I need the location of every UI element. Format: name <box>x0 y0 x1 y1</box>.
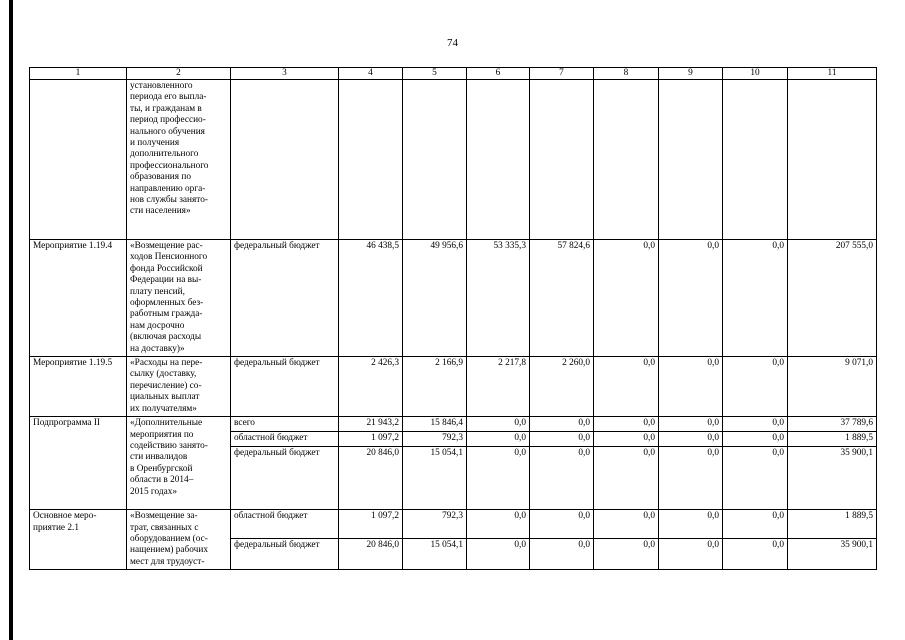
source-cell: областной бюджет <box>231 432 339 447</box>
table-row <box>30 80 877 240</box>
column-header: 2 <box>127 68 231 80</box>
value-cell: 0,0 <box>723 510 788 539</box>
value-cell: 20 846,0 <box>339 447 403 510</box>
value-cell: 0,0 <box>467 539 530 570</box>
value-cell: 0,0 <box>723 240 788 357</box>
value-cell: 0,0 <box>659 447 723 510</box>
value-cell <box>467 80 530 240</box>
value-cell: 0,0 <box>659 510 723 539</box>
column-header: 6 <box>467 68 530 80</box>
value-cell: 20 846,0 <box>339 539 403 570</box>
page-number: 74 <box>447 37 458 49</box>
value-cell: 0,0 <box>659 240 723 357</box>
value-cell: 2 426,3 <box>339 357 403 417</box>
source-cell <box>231 80 339 240</box>
value-cell: 57 824,6 <box>530 240 594 357</box>
source-cell: федеральный бюджет <box>231 447 339 510</box>
value-cell: 0,0 <box>530 539 594 570</box>
column-number-header <box>30 68 877 80</box>
value-cell: 0,0 <box>594 539 659 570</box>
value-cell: 0,0 <box>723 357 788 417</box>
column-header: 7 <box>530 68 594 80</box>
description-cell: «Возмещение рас- ходов Пенсионного фонда Российской Федерации на вы- плату пенсий, оформленных без- работным гражда- нам досрочно (включая расходы на доставку)» <box>127 240 231 357</box>
total-cell: 1 889,5 <box>788 510 877 539</box>
item-cell: Подпрограмма II <box>30 417 127 510</box>
value-cell: 0,0 <box>467 432 530 447</box>
value-cell: 0,0 <box>594 357 659 417</box>
page-left-border <box>9 0 13 640</box>
value-cell: 0,0 <box>723 539 788 570</box>
value-cell: 792,3 <box>403 510 467 539</box>
total-cell: 1 889,5 <box>788 432 877 447</box>
total-cell: 207 555,0 <box>788 240 877 357</box>
table-row <box>30 510 877 539</box>
value-cell: 2 260,0 <box>530 357 594 417</box>
source-cell: федеральный бюджет <box>231 240 339 357</box>
source-cell: областной бюджет <box>231 510 339 539</box>
value-cell: 0,0 <box>467 417 530 432</box>
item-cell <box>30 80 127 240</box>
value-cell: 0,0 <box>467 510 530 539</box>
item-cell: Основное меро- приятие 2.1 <box>30 510 127 570</box>
column-header: 10 <box>723 68 788 80</box>
value-cell: 2 166,9 <box>403 357 467 417</box>
value-cell <box>403 80 467 240</box>
value-cell: 0,0 <box>594 447 659 510</box>
value-cell: 0,0 <box>723 447 788 510</box>
value-cell: 0,0 <box>723 432 788 447</box>
value-cell: 0,0 <box>530 510 594 539</box>
column-header: 1 <box>30 68 127 80</box>
value-cell <box>723 80 788 240</box>
value-cell: 15 054,1 <box>403 539 467 570</box>
budget-table <box>29 67 877 570</box>
item-cell: Мероприятие 1.19.5 <box>30 357 127 417</box>
source-cell: федеральный бюджет <box>231 539 339 570</box>
value-cell: 49 956,6 <box>403 240 467 357</box>
description-cell: установленного периода его выпла- ты, и гражданам в период профессио- нального обучения и получения дополнительного профессионального образования по направлению орга- нов службы занято- сти населения» <box>127 80 231 240</box>
value-cell: 2 217,8 <box>467 357 530 417</box>
column-header: 3 <box>231 68 339 80</box>
value-cell: 15 054,1 <box>403 447 467 510</box>
value-cell: 792,3 <box>403 432 467 447</box>
source-cell: федеральный бюджет <box>231 357 339 417</box>
table-row <box>30 240 877 357</box>
value-cell: 0,0 <box>723 417 788 432</box>
value-cell <box>530 80 594 240</box>
value-cell: 0,0 <box>530 447 594 510</box>
value-cell <box>339 80 403 240</box>
value-cell: 0,0 <box>594 417 659 432</box>
value-cell: 0,0 <box>659 357 723 417</box>
description-cell: «Возмещение за- трат, связанных с оборудованием (ос- нащением) рабочих мест для трудоуст- <box>127 510 231 570</box>
item-cell: Мероприятие 1.19.4 <box>30 240 127 357</box>
value-cell: 15 846,4 <box>403 417 467 432</box>
total-cell: 35 900,1 <box>788 539 877 570</box>
value-cell: 0,0 <box>594 510 659 539</box>
value-cell <box>594 80 659 240</box>
value-cell: 0,0 <box>594 432 659 447</box>
table-row <box>30 417 877 432</box>
description-cell: «Расходы на пере- сылку (доставку, перечисление) со- циальных выплат их получателям» <box>127 357 231 417</box>
value-cell: 0,0 <box>659 539 723 570</box>
value-cell: 53 335,3 <box>467 240 530 357</box>
source-cell: всего <box>231 417 339 432</box>
description-cell: «Дополнительные мероприятия по содействию занято- сти инвалидов в Оренбургской области в 2014– 2015 годах» <box>127 417 231 510</box>
column-header: 9 <box>659 68 723 80</box>
column-header: 11 <box>788 68 877 80</box>
column-header: 4 <box>339 68 403 80</box>
table-row <box>30 357 877 417</box>
value-cell: 0,0 <box>659 417 723 432</box>
value-cell: 21 943,2 <box>339 417 403 432</box>
value-cell: 46 438,5 <box>339 240 403 357</box>
value-cell: 1 097,2 <box>339 510 403 539</box>
total-cell: 9 071,0 <box>788 357 877 417</box>
value-cell: 0,0 <box>530 417 594 432</box>
value-cell: 0,0 <box>467 447 530 510</box>
value-cell: 0,0 <box>530 432 594 447</box>
total-cell: 35 900,1 <box>788 447 877 510</box>
value-cell <box>788 80 877 240</box>
value-cell: 1 097,2 <box>339 432 403 447</box>
value-cell <box>659 80 723 240</box>
total-cell: 37 789,6 <box>788 417 877 432</box>
value-cell: 0,0 <box>594 240 659 357</box>
column-header: 8 <box>594 68 659 80</box>
column-header: 5 <box>403 68 467 80</box>
value-cell: 0,0 <box>659 432 723 447</box>
